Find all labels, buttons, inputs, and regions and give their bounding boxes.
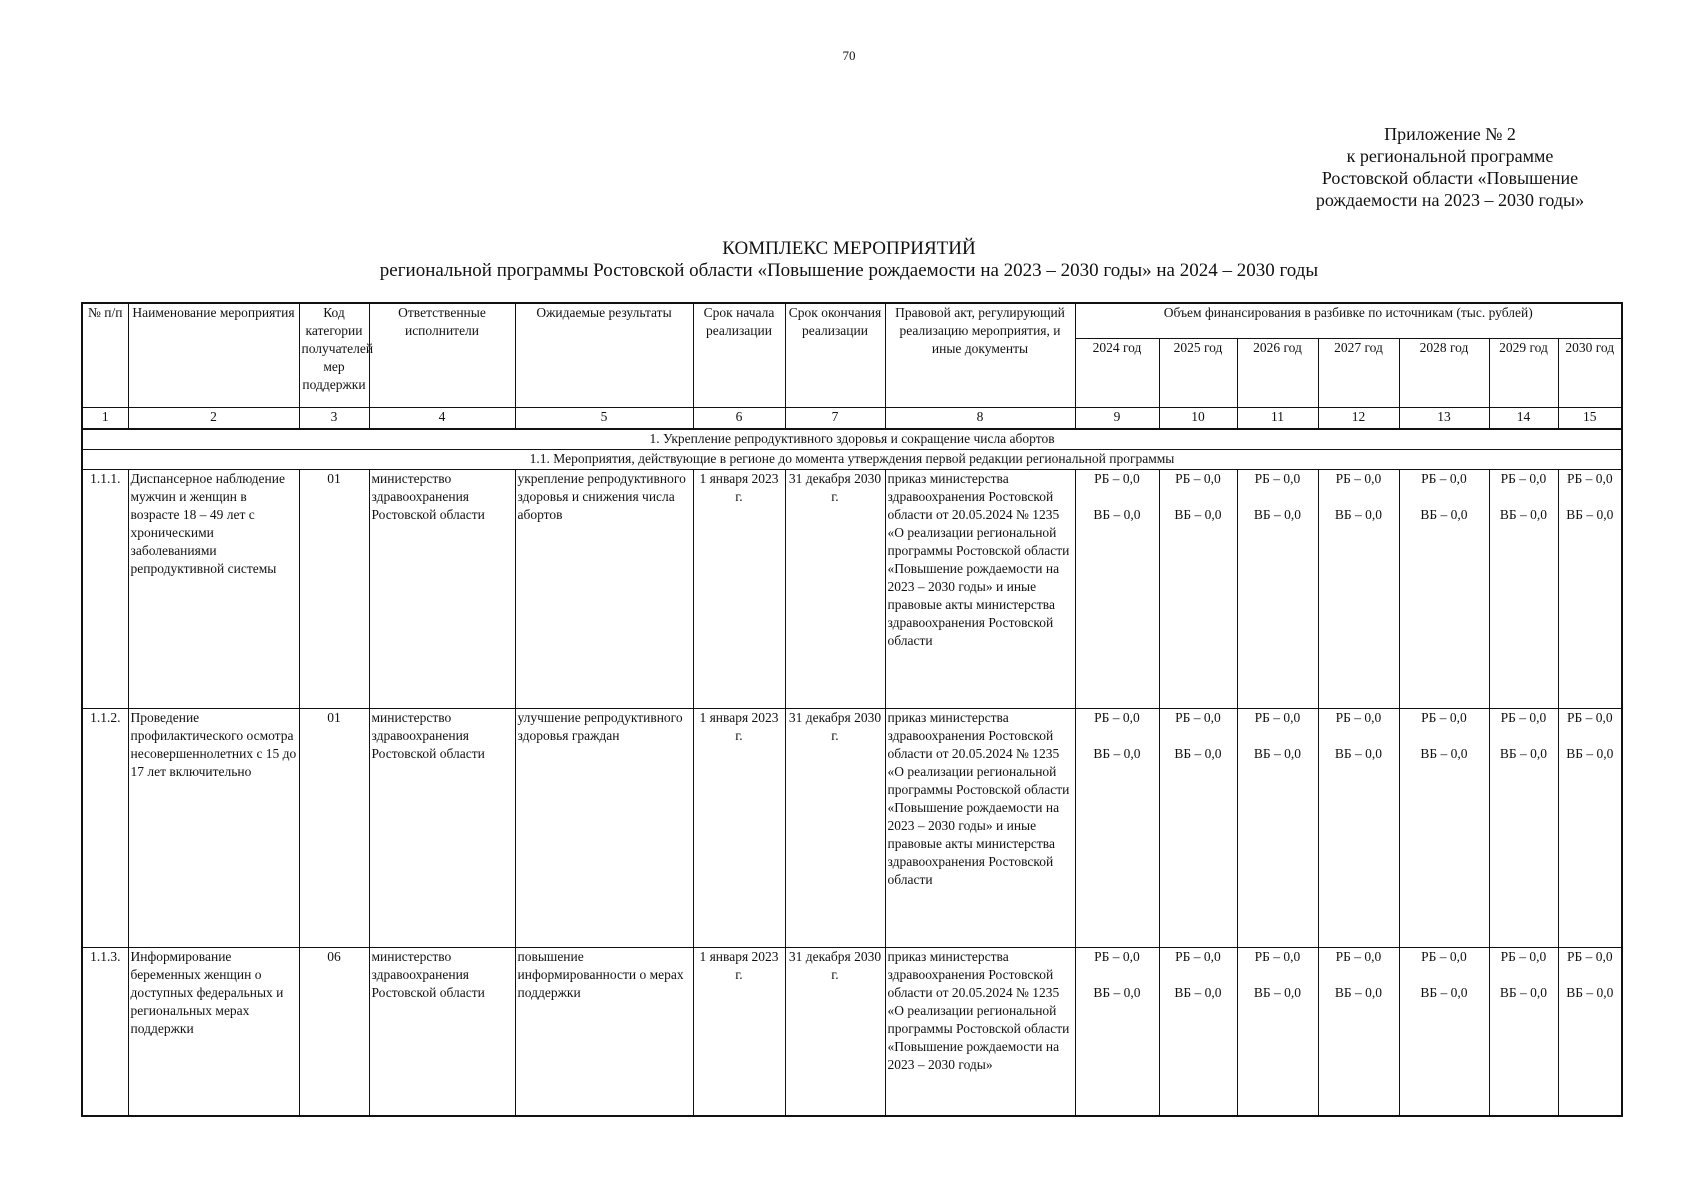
funding-cell [1075,709,1159,948]
legal-act: приказ министерства здравоохранения Ростовской области от 20.05.2024 № 1235 «О реализации региональной программы Ростовской области «Повышение рождаемости на 2023 – 2030 годы» [885,948,1075,1117]
funding-rb: РБ – 0,0 [1175,949,1221,964]
funding-vb: ВБ – 0,0 [1253,985,1302,1000]
funding-vb: ВБ – 0,0 [1334,746,1383,761]
appendix-line: Ростовской области «Повышение [1321,168,1579,188]
document-title [0,238,1698,282]
funding-cell [1399,470,1489,709]
column-number: 12 [1318,408,1399,430]
header-code: Код категории получателей мер поддержки [299,303,369,408]
funding-rb: РБ – 0,0 [1254,710,1301,725]
funding-vb: ВБ – 0,0 [1566,507,1614,522]
funding-cell [1558,948,1622,1117]
funding-rb: РБ – 0,0 [1566,471,1613,486]
measure-name: Информирование беременных женщин о доступных федеральных и региональных мерах поддержки [128,948,299,1117]
category-code: 06 [299,948,369,1117]
column-number: 7 [785,408,885,430]
measure-name: Диспансерное наблюдение мужчин и женщин в возрасте 18 – 49 лет с хроническими заболеваниями репродуктивной системы [128,470,299,709]
header-start: Срок начала реализации [693,303,785,408]
column-number: 14 [1489,408,1558,430]
funding-rb: РБ – 0,0 [1421,471,1467,486]
column-number: 1 [82,408,128,430]
funding-cell [1399,709,1489,948]
funding-cell [1489,470,1558,709]
funding-rb: РБ – 0,0 [1175,471,1221,486]
funding-rb: РБ – 0,0 [1094,471,1140,486]
funding-vb: ВБ – 0,0 [1566,746,1614,761]
section-title: 1. Укрепление репродуктивного здоровья и сокращение числа абортов [82,429,1622,450]
funding-rb: РБ – 0,0 [1094,949,1140,964]
funding-vb: ВБ – 0,0 [1093,985,1141,1000]
row-number: 1.1.3. [82,948,128,1117]
column-number: 5 [515,408,693,430]
funding-vb: ВБ – 0,0 [1093,507,1141,522]
funding-rb: РБ – 0,0 [1254,471,1301,486]
header-year: 2030 год [1558,339,1622,408]
header-year: 2027 год [1318,339,1399,408]
funding-cell [1558,470,1622,709]
column-number: 15 [1558,408,1622,430]
table-row [82,948,1622,1117]
header-year: 2029 год [1489,339,1558,408]
appendix-line: к региональной программе [1346,146,1554,166]
funding-vb: ВБ – 0,0 [1499,507,1548,522]
section-row [82,429,1622,450]
funding-vb: ВБ – 0,0 [1093,746,1141,761]
appendix-line: Приложение № 2 [1384,124,1516,144]
funding-rb: РБ – 0,0 [1421,949,1467,964]
column-numbers-row [82,408,1622,430]
funding-rb: РБ – 0,0 [1335,471,1382,486]
subsection-row [82,450,1622,470]
title-main: КОМПЛЕКС МЕРОПРИЯТИЙ [722,238,976,259]
funding-rb: РБ – 0,0 [1566,949,1613,964]
row-number: 1.1.1. [82,470,128,709]
funding-rb: РБ – 0,0 [1175,710,1221,725]
funding-cell [1489,709,1558,948]
funding-vb: ВБ – 0,0 [1174,507,1222,522]
funding-cell [1399,948,1489,1117]
column-number: 2 [128,408,299,430]
funding-rb: РБ – 0,0 [1335,949,1382,964]
funding-vb: ВБ – 0,0 [1499,985,1548,1000]
column-number: 6 [693,408,785,430]
legal-act: приказ министерства здравоохранения Ростовской области от 20.05.2024 № 1235 «О реализации региональной программы Ростовской области «Повышение рождаемости на 2023 – 2030 годы» и иные правовые акты министерства здравоохранения Ростовской области [885,470,1075,709]
start-date: 1 января 2023 г. [693,709,785,948]
column-number: 13 [1399,408,1489,430]
expected-results: повышение информированности о мерах поддержки [515,948,693,1117]
funding-vb: ВБ – 0,0 [1253,507,1302,522]
responsible-executor: министерство здравоохранения Ростовской области [369,470,515,709]
end-date: 31 декабря 2030 г. [785,948,885,1117]
funding-vb: ВБ – 0,0 [1334,507,1383,522]
end-date: 31 декабря 2030 г. [785,709,885,948]
header-results: Ожидаемые результаты [515,303,693,408]
funding-cell [1237,948,1318,1117]
appendix-line: рождаемости на 2023 – 2030 годы» [1315,190,1585,210]
funding-rb: РБ – 0,0 [1566,710,1613,725]
funding-vb: ВБ – 0,0 [1420,985,1468,1000]
funding-cell [1318,709,1399,948]
funding-cell [1237,470,1318,709]
funding-vb: ВБ – 0,0 [1420,507,1468,522]
end-date: 31 декабря 2030 г. [785,470,885,709]
table-row [82,470,1622,709]
funding-rb: РБ – 0,0 [1500,471,1547,486]
column-number: 10 [1159,408,1237,430]
header-year: 2025 год [1159,339,1237,408]
funding-cell [1558,709,1622,948]
responsible-executor: министерство здравоохранения Ростовской области [369,709,515,948]
header-legal: Правовой акт, регулирующий реализацию мероприятия, и иные документы [885,303,1075,408]
funding-rb: РБ – 0,0 [1335,710,1382,725]
legal-act: приказ министерства здравоохранения Ростовской области от 20.05.2024 № 1235 «О реализации региональной программы Ростовской области «Повышение рождаемости на 2023 – 2030 годы» и иные правовые акты министерства здравоохранения Ростовской области [885,709,1075,948]
column-number: 4 [369,408,515,430]
expected-results: улучшение репродуктивного здоровья граждан [515,709,693,948]
column-number: 11 [1237,408,1318,430]
table-row [82,709,1622,948]
funding-rb: РБ – 0,0 [1421,710,1467,725]
page-number: 70 [842,48,856,63]
funding-cell [1159,709,1237,948]
funding-vb: ВБ – 0,0 [1420,746,1468,761]
funding-cell [1159,470,1237,709]
funding-cell [1075,470,1159,709]
funding-rb: РБ – 0,0 [1500,710,1547,725]
title-subtitle: региональной программы Ростовской области «Повышение рождаемости на 2023 – 2030 годы» на 2024 – 2030 годы [379,260,1319,281]
funding-cell [1489,948,1558,1117]
header-end: Срок окончания реализации [785,303,885,408]
funding-vb: ВБ – 0,0 [1174,746,1222,761]
column-number: 8 [885,408,1075,430]
measures-table [81,302,1623,1117]
header-num: № п/п [82,303,128,408]
funding-rb: РБ – 0,0 [1500,949,1547,964]
column-number: 3 [299,408,369,430]
measure-name: Проведение профилактического осмотра несовершеннолетних с 15 до 17 лет включительно [128,709,299,948]
header-name: Наименование мероприятия [128,303,299,408]
funding-vb: ВБ – 0,0 [1253,746,1302,761]
expected-results: укрепление репродуктивного здоровья и снижения числа абортов [515,470,693,709]
header-responsible: Ответственные исполнители [369,303,515,408]
funding-vb: ВБ – 0,0 [1334,985,1383,1000]
category-code: 01 [299,470,369,709]
funding-vb: ВБ – 0,0 [1174,985,1222,1000]
funding-rb: РБ – 0,0 [1094,710,1140,725]
category-code: 01 [299,709,369,948]
funding-vb: ВБ – 0,0 [1566,985,1614,1000]
header-year: 2028 год [1399,339,1489,408]
table-body [82,470,1622,1117]
table-header-row [82,303,1622,339]
responsible-executor: министерство здравоохранения Ростовской области [369,948,515,1117]
column-number: 9 [1075,408,1159,430]
funding-cell [1237,709,1318,948]
funding-vb: ВБ – 0,0 [1499,746,1548,761]
funding-rb: РБ – 0,0 [1254,949,1301,964]
funding-cell [1075,948,1159,1117]
row-number: 1.1.2. [82,709,128,948]
subsection-title: 1.1. Мероприятия, действующие в регионе до момента утверждения первой редакции региональной программы [82,450,1622,470]
start-date: 1 января 2023 г. [693,948,785,1117]
funding-cell [1318,470,1399,709]
funding-cell [1318,948,1399,1117]
funding-cell [1159,948,1237,1117]
start-date: 1 января 2023 г. [693,470,785,709]
header-year: 2026 год [1237,339,1318,408]
header-funding: Объем финансирования в разбивке по источникам (тыс. рублей) [1075,303,1622,339]
header-year: 2024 год [1075,339,1159,408]
appendix-note [1290,123,1610,211]
